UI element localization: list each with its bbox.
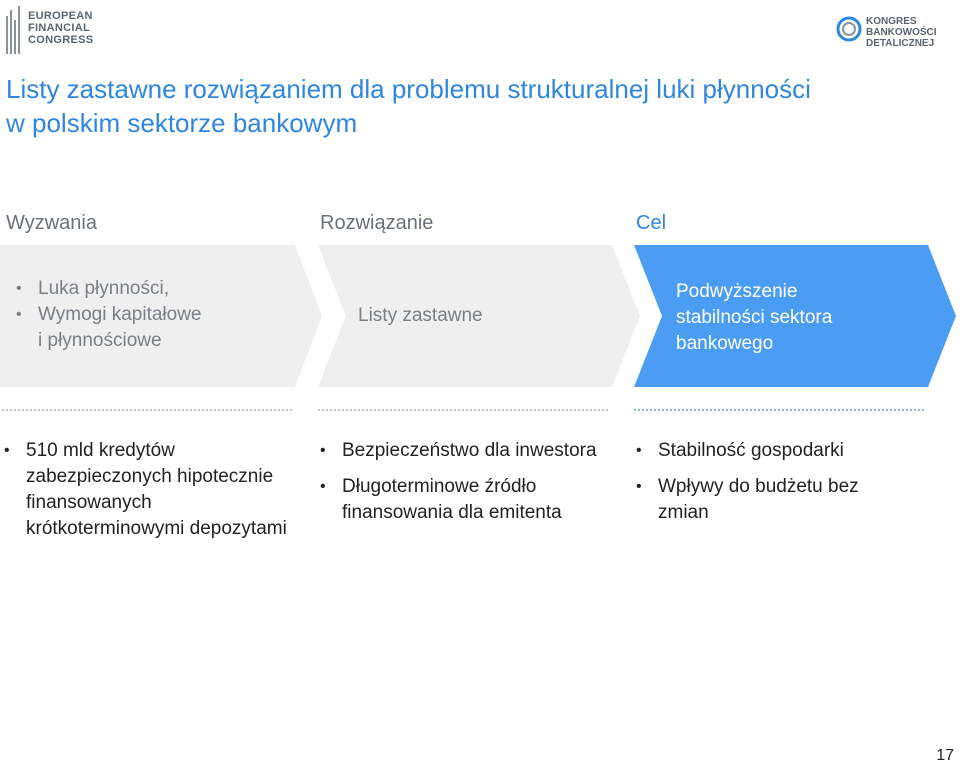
chevron-item: • Luka płynności,: [16, 276, 202, 302]
logo-left-line2: FINANCIAL: [28, 22, 90, 34]
chevron-item: • Wymogi kapitałowe: [16, 302, 202, 328]
logo-right-line1: KONGRES: [866, 16, 917, 27]
chevron-goal-line2: stabilności sektora: [676, 307, 833, 328]
list-item: • Długoterminowe źródło finansowania dla emitenta: [318, 474, 608, 526]
list-item: • Bezpieczeństwo dla inwestora: [318, 438, 608, 464]
list-item: • Stabilność gospodarki: [634, 438, 914, 464]
page-title: [6, 72, 946, 140]
logo-circle-icon: [836, 16, 862, 42]
chevron-goal-line1: Podwyższenie: [676, 281, 798, 302]
list-item: • 510 mld kredytów zabezpieczonych hipotecznie finansowanych krótkoterminowymi depozytami: [2, 438, 292, 542]
logo-left-line3: CONGRESS: [28, 34, 94, 46]
heading-solution: Rozwiązanie: [320, 212, 434, 234]
heading-challenges: Wyzwania: [6, 212, 97, 234]
chevron-solution-text: Listy zastawne: [358, 305, 483, 326]
logo-right-line2: BANKOWOŚCI: [866, 27, 937, 38]
chevron-goal-line3: bankowego: [676, 333, 774, 354]
challenges-details: [2, 438, 292, 552]
chevron-challenges-text: [16, 276, 202, 354]
logo-bars-icon: [6, 6, 22, 54]
logo-left-line1: EUROPEAN: [28, 10, 93, 22]
chevron-goal-text: [676, 279, 832, 357]
separator-challenges: [2, 409, 292, 411]
title-line2: w polskim sektorze bankowym: [6, 108, 358, 138]
logo-right-line3: DETALICZNEJ: [866, 38, 935, 49]
european-financial-congress-logo: [6, 6, 96, 56]
solution-details: [318, 438, 608, 536]
separator-goal: [634, 409, 924, 411]
kongres-bankowosci-detalicznej-logo: [836, 14, 946, 58]
list-item: • Wpływy do budżetu bez zmian: [634, 474, 914, 526]
heading-goal: Cel: [636, 212, 667, 234]
goal-details: [634, 438, 914, 536]
page-number: 17: [936, 747, 954, 764]
title-line1: Listy zastawne rozwiązaniem dla problemu strukturalnej luki płynności: [6, 74, 811, 104]
separator-solution: [318, 409, 608, 411]
chevron-item: i płynnościowe: [38, 330, 162, 351]
